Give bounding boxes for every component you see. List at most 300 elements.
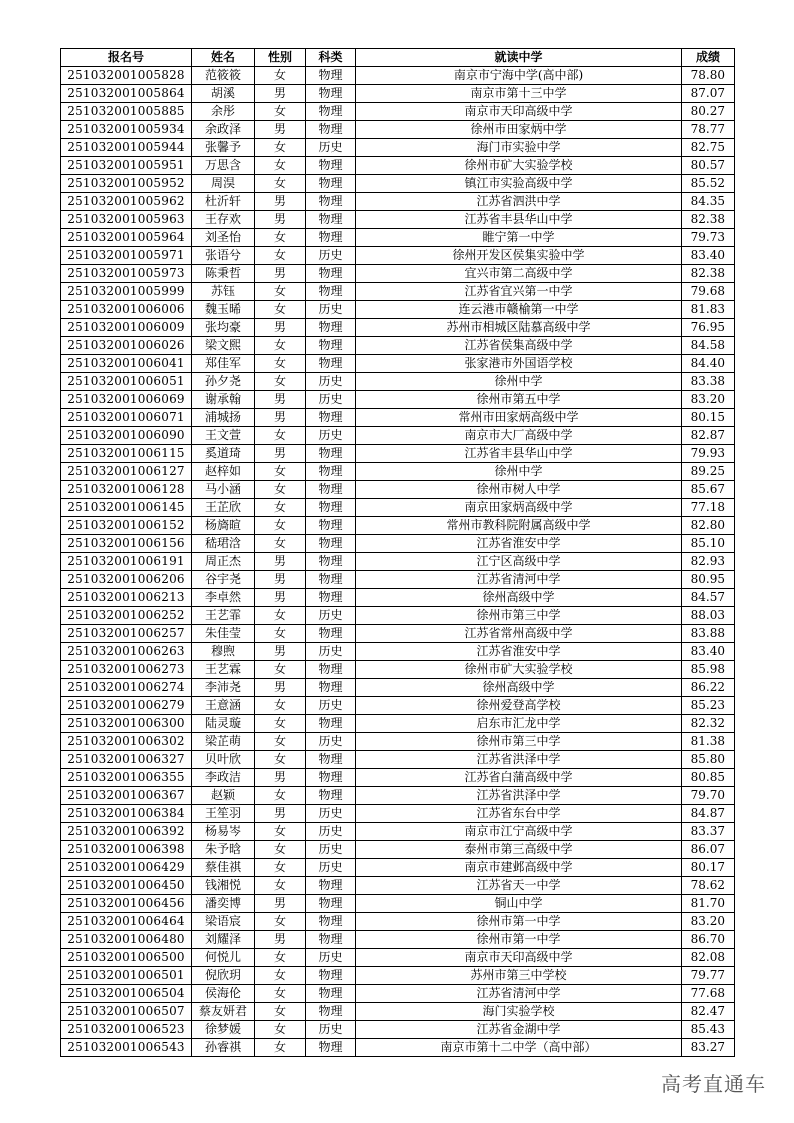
cell-subject-track: 物理 bbox=[306, 787, 356, 805]
cell-score: 85.10 bbox=[682, 535, 735, 553]
cell-student-name: 余政泽 bbox=[192, 121, 255, 139]
cell-student-name: 梁芷萌 bbox=[192, 733, 255, 751]
cell-student-name: 王艺霏 bbox=[192, 607, 255, 625]
cell-score: 82.87 bbox=[682, 427, 735, 445]
cell-score: 86.70 bbox=[682, 931, 735, 949]
cell-registration-number: 251032001006263 bbox=[61, 643, 192, 661]
table-row bbox=[61, 499, 735, 517]
cell-school: 徐州市田家炳中学 bbox=[356, 121, 682, 139]
cell-registration-number: 251032001006355 bbox=[61, 769, 192, 787]
cell-score: 84.87 bbox=[682, 805, 735, 823]
cell-gender: 男 bbox=[255, 553, 306, 571]
cell-subject-track: 物理 bbox=[306, 931, 356, 949]
cell-school: 江苏省清河中学 bbox=[356, 571, 682, 589]
cell-student-name: 万思含 bbox=[192, 157, 255, 175]
cell-subject-track: 物理 bbox=[306, 661, 356, 679]
table-row bbox=[61, 175, 735, 193]
cell-subject-track: 历史 bbox=[306, 427, 356, 445]
cell-subject-track: 历史 bbox=[306, 247, 356, 265]
cell-registration-number: 251032001006191 bbox=[61, 553, 192, 571]
cell-school: 徐州中学 bbox=[356, 373, 682, 391]
cell-score: 77.68 bbox=[682, 985, 735, 1003]
cell-student-name: 孙夕尧 bbox=[192, 373, 255, 391]
cell-student-name: 杨易岑 bbox=[192, 823, 255, 841]
cell-score: 84.40 bbox=[682, 355, 735, 373]
cell-gender: 女 bbox=[255, 985, 306, 1003]
cell-gender: 女 bbox=[255, 1039, 306, 1057]
cell-subject-track: 历史 bbox=[306, 1021, 356, 1039]
table-row bbox=[61, 913, 735, 931]
cell-registration-number: 251032001006115 bbox=[61, 445, 192, 463]
cell-registration-number: 251032001006274 bbox=[61, 679, 192, 697]
cell-student-name: 刘耀泽 bbox=[192, 931, 255, 949]
cell-registration-number: 251032001006257 bbox=[61, 625, 192, 643]
cell-gender: 女 bbox=[255, 859, 306, 877]
cell-score: 84.35 bbox=[682, 193, 735, 211]
cell-registration-number: 251032001006507 bbox=[61, 1003, 192, 1021]
cell-score: 77.18 bbox=[682, 499, 735, 517]
cell-gender: 女 bbox=[255, 373, 306, 391]
score-table bbox=[60, 48, 735, 1057]
cell-subject-track: 物理 bbox=[306, 103, 356, 121]
table-row bbox=[61, 427, 735, 445]
cell-student-name: 张语兮 bbox=[192, 247, 255, 265]
cell-subject-track: 物理 bbox=[306, 283, 356, 301]
cell-gender: 女 bbox=[255, 355, 306, 373]
cell-registration-number: 251032001006327 bbox=[61, 751, 192, 769]
cell-school: 南京市大厂高级中学 bbox=[356, 427, 682, 445]
table-row bbox=[61, 625, 735, 643]
cell-school: 徐州高级中学 bbox=[356, 589, 682, 607]
cell-student-name: 谢承翰 bbox=[192, 391, 255, 409]
cell-subject-track: 物理 bbox=[306, 193, 356, 211]
table-row bbox=[61, 589, 735, 607]
cell-school: 铜山中学 bbox=[356, 895, 682, 913]
cell-subject-track: 物理 bbox=[306, 571, 356, 589]
cell-student-name: 马小涵 bbox=[192, 481, 255, 499]
cell-subject-track: 物理 bbox=[306, 67, 356, 85]
cell-registration-number: 251032001006302 bbox=[61, 733, 192, 751]
cell-score: 79.73 bbox=[682, 229, 735, 247]
cell-registration-number: 251032001006090 bbox=[61, 427, 192, 445]
cell-subject-track: 历史 bbox=[306, 697, 356, 715]
cell-school: 苏州市相城区陆慕高级中学 bbox=[356, 319, 682, 337]
cell-registration-number: 251032001006051 bbox=[61, 373, 192, 391]
cell-score: 89.25 bbox=[682, 463, 735, 481]
cell-score: 81.83 bbox=[682, 301, 735, 319]
cell-score: 80.85 bbox=[682, 769, 735, 787]
table-row bbox=[61, 877, 735, 895]
cell-school: 江苏省淮安中学 bbox=[356, 535, 682, 553]
cell-gender: 女 bbox=[255, 841, 306, 859]
cell-score: 80.15 bbox=[682, 409, 735, 427]
cell-school: 睢宁第一中学 bbox=[356, 229, 682, 247]
cell-student-name: 苏钰 bbox=[192, 283, 255, 301]
cell-student-name: 穆煦 bbox=[192, 643, 255, 661]
cell-gender: 男 bbox=[255, 571, 306, 589]
cell-score: 87.07 bbox=[682, 85, 735, 103]
table-row bbox=[61, 535, 735, 553]
cell-school: 徐州高级中学 bbox=[356, 679, 682, 697]
table-row bbox=[61, 409, 735, 427]
cell-student-name: 魏玉晞 bbox=[192, 301, 255, 319]
cell-score: 82.38 bbox=[682, 265, 735, 283]
cell-school: 江苏省白蒲高级中学 bbox=[356, 769, 682, 787]
cell-school: 宜兴市第二高级中学 bbox=[356, 265, 682, 283]
cell-student-name: 朱佳莹 bbox=[192, 625, 255, 643]
cell-subject-track: 历史 bbox=[306, 823, 356, 841]
cell-subject-track: 物理 bbox=[306, 445, 356, 463]
cell-school: 江苏省淮安中学 bbox=[356, 643, 682, 661]
cell-registration-number: 251032001005934 bbox=[61, 121, 192, 139]
header-name: 姓名 bbox=[192, 49, 255, 67]
cell-subject-track: 物理 bbox=[306, 517, 356, 535]
cell-school: 江苏省宜兴第一中学 bbox=[356, 283, 682, 301]
cell-student-name: 赵颖 bbox=[192, 787, 255, 805]
cell-score: 80.27 bbox=[682, 103, 735, 121]
header-score: 成绩 bbox=[682, 49, 735, 67]
cell-registration-number: 251032001006450 bbox=[61, 877, 192, 895]
cell-registration-number: 251032001005964 bbox=[61, 229, 192, 247]
table-header-row bbox=[61, 49, 735, 67]
cell-registration-number: 251032001006398 bbox=[61, 841, 192, 859]
cell-registration-number: 251032001006009 bbox=[61, 319, 192, 337]
table-row bbox=[61, 931, 735, 949]
table-row bbox=[61, 661, 735, 679]
cell-subject-track: 物理 bbox=[306, 481, 356, 499]
cell-subject-track: 物理 bbox=[306, 985, 356, 1003]
cell-gender: 女 bbox=[255, 535, 306, 553]
cell-gender: 男 bbox=[255, 805, 306, 823]
table-row bbox=[61, 391, 735, 409]
cell-score: 82.47 bbox=[682, 1003, 735, 1021]
cell-registration-number: 251032001006300 bbox=[61, 715, 192, 733]
table-row bbox=[61, 679, 735, 697]
cell-registration-number: 251032001006480 bbox=[61, 931, 192, 949]
cell-school: 江苏省泗洪中学 bbox=[356, 193, 682, 211]
table-row bbox=[61, 373, 735, 391]
cell-score: 82.93 bbox=[682, 553, 735, 571]
cell-score: 83.40 bbox=[682, 247, 735, 265]
cell-gender: 女 bbox=[255, 481, 306, 499]
cell-gender: 男 bbox=[255, 679, 306, 697]
table-row bbox=[61, 607, 735, 625]
table-row bbox=[61, 553, 735, 571]
table-row bbox=[61, 1003, 735, 1021]
cell-subject-track: 物理 bbox=[306, 535, 356, 553]
cell-registration-number: 251032001006523 bbox=[61, 1021, 192, 1039]
cell-score: 80.17 bbox=[682, 859, 735, 877]
cell-school: 徐州市矿大实验学校 bbox=[356, 661, 682, 679]
cell-student-name: 钱湘悦 bbox=[192, 877, 255, 895]
cell-registration-number: 251032001006252 bbox=[61, 607, 192, 625]
cell-subject-track: 物理 bbox=[306, 499, 356, 517]
cell-student-name: 范筱筱 bbox=[192, 67, 255, 85]
cell-score: 83.20 bbox=[682, 913, 735, 931]
cell-subject-track: 历史 bbox=[306, 733, 356, 751]
cell-subject-track: 历史 bbox=[306, 643, 356, 661]
table-row bbox=[61, 139, 735, 157]
table-row bbox=[61, 859, 735, 877]
cell-subject-track: 物理 bbox=[306, 715, 356, 733]
cell-school: 江苏省丰县华山中学 bbox=[356, 445, 682, 463]
cell-registration-number: 251032001005962 bbox=[61, 193, 192, 211]
cell-student-name: 陆灵璇 bbox=[192, 715, 255, 733]
cell-student-name: 杜沂轩 bbox=[192, 193, 255, 211]
cell-registration-number: 251032001006069 bbox=[61, 391, 192, 409]
cell-score: 83.37 bbox=[682, 823, 735, 841]
cell-student-name: 孙睿祺 bbox=[192, 1039, 255, 1057]
cell-score: 84.57 bbox=[682, 589, 735, 607]
cell-school: 南京市第十三中学 bbox=[356, 85, 682, 103]
cell-registration-number: 251032001006206 bbox=[61, 571, 192, 589]
cell-school: 江苏省洪泽中学 bbox=[356, 787, 682, 805]
cell-school: 南京市江宁高级中学 bbox=[356, 823, 682, 841]
cell-school: 徐州中学 bbox=[356, 463, 682, 481]
cell-school: 江苏省常州高级中学 bbox=[356, 625, 682, 643]
table-row bbox=[61, 985, 735, 1003]
cell-student-name: 王意涵 bbox=[192, 697, 255, 715]
cell-gender: 男 bbox=[255, 769, 306, 787]
cell-score: 83.38 bbox=[682, 373, 735, 391]
cell-registration-number: 251032001006501 bbox=[61, 967, 192, 985]
cell-student-name: 梁语宸 bbox=[192, 913, 255, 931]
cell-student-name: 浦城扬 bbox=[192, 409, 255, 427]
cell-subject-track: 历史 bbox=[306, 301, 356, 319]
cell-subject-track: 物理 bbox=[306, 589, 356, 607]
cell-school: 江苏省丰县华山中学 bbox=[356, 211, 682, 229]
cell-student-name: 嵇珺浛 bbox=[192, 535, 255, 553]
cell-registration-number: 251032001006456 bbox=[61, 895, 192, 913]
cell-school: 徐州市第一中学 bbox=[356, 913, 682, 931]
cell-school: 启东市汇龙中学 bbox=[356, 715, 682, 733]
cell-school: 徐州开发区侯集实验中学 bbox=[356, 247, 682, 265]
cell-subject-track: 物理 bbox=[306, 337, 356, 355]
cell-registration-number: 251032001005864 bbox=[61, 85, 192, 103]
cell-score: 79.93 bbox=[682, 445, 735, 463]
cell-registration-number: 251032001006504 bbox=[61, 985, 192, 1003]
cell-subject-track: 物理 bbox=[306, 121, 356, 139]
cell-subject-track: 物理 bbox=[306, 409, 356, 427]
cell-score: 79.68 bbox=[682, 283, 735, 301]
cell-gender: 女 bbox=[255, 787, 306, 805]
cell-gender: 男 bbox=[255, 643, 306, 661]
cell-school: 常州市教科院附属高级中学 bbox=[356, 517, 682, 535]
header-gender: 性别 bbox=[255, 49, 306, 67]
cell-school: 苏州市第三中学校 bbox=[356, 967, 682, 985]
cell-subject-track: 历史 bbox=[306, 841, 356, 859]
cell-registration-number: 251032001006500 bbox=[61, 949, 192, 967]
cell-school: 南京市天印高级中学 bbox=[356, 103, 682, 121]
table-row bbox=[61, 823, 735, 841]
admission-score-sheet bbox=[60, 48, 735, 1057]
cell-score: 80.57 bbox=[682, 157, 735, 175]
cell-registration-number: 251032001006127 bbox=[61, 463, 192, 481]
cell-subject-track: 物理 bbox=[306, 913, 356, 931]
cell-score: 78.77 bbox=[682, 121, 735, 139]
cell-gender: 女 bbox=[255, 139, 306, 157]
cell-subject-track: 历史 bbox=[306, 859, 356, 877]
cell-subject-track: 物理 bbox=[306, 211, 356, 229]
cell-score: 85.80 bbox=[682, 751, 735, 769]
cell-subject-track: 物理 bbox=[306, 553, 356, 571]
cell-student-name: 周正杰 bbox=[192, 553, 255, 571]
cell-registration-number: 251032001006026 bbox=[61, 337, 192, 355]
cell-student-name: 蔡佳祺 bbox=[192, 859, 255, 877]
table-row bbox=[61, 895, 735, 913]
cell-subject-track: 历史 bbox=[306, 949, 356, 967]
cell-registration-number: 251032001006213 bbox=[61, 589, 192, 607]
cell-subject-track: 物理 bbox=[306, 1039, 356, 1057]
cell-gender: 女 bbox=[255, 967, 306, 985]
table-row bbox=[61, 967, 735, 985]
cell-school: 徐州市第五中学 bbox=[356, 391, 682, 409]
table-row bbox=[61, 301, 735, 319]
cell-subject-track: 物理 bbox=[306, 265, 356, 283]
table-row bbox=[61, 103, 735, 121]
cell-gender: 女 bbox=[255, 247, 306, 265]
cell-registration-number: 251032001005944 bbox=[61, 139, 192, 157]
cell-gender: 女 bbox=[255, 715, 306, 733]
cell-school: 江宁区高级中学 bbox=[356, 553, 682, 571]
cell-gender: 女 bbox=[255, 1021, 306, 1039]
cell-score: 81.70 bbox=[682, 895, 735, 913]
cell-score: 86.07 bbox=[682, 841, 735, 859]
table-row bbox=[61, 643, 735, 661]
cell-school: 徐州爱登高学校 bbox=[356, 697, 682, 715]
cell-subject-track: 物理 bbox=[306, 625, 356, 643]
cell-school: 常州市田家炳高级中学 bbox=[356, 409, 682, 427]
cell-student-name: 倪欣玥 bbox=[192, 967, 255, 985]
cell-gender: 男 bbox=[255, 895, 306, 913]
cell-student-name: 余彤 bbox=[192, 103, 255, 121]
table-row bbox=[61, 949, 735, 967]
cell-registration-number: 251032001006128 bbox=[61, 481, 192, 499]
cell-score: 82.75 bbox=[682, 139, 735, 157]
cell-student-name: 李政洁 bbox=[192, 769, 255, 787]
cell-gender: 女 bbox=[255, 337, 306, 355]
table-row bbox=[61, 265, 735, 283]
cell-student-name: 侯海伦 bbox=[192, 985, 255, 1003]
cell-score: 84.58 bbox=[682, 337, 735, 355]
cell-score: 86.22 bbox=[682, 679, 735, 697]
cell-score: 85.67 bbox=[682, 481, 735, 499]
cell-gender: 女 bbox=[255, 517, 306, 535]
cell-score: 85.43 bbox=[682, 1021, 735, 1039]
cell-subject-track: 历史 bbox=[306, 391, 356, 409]
cell-gender: 男 bbox=[255, 85, 306, 103]
cell-gender: 女 bbox=[255, 463, 306, 481]
table-row bbox=[61, 805, 735, 823]
table-body bbox=[61, 67, 735, 1057]
cell-student-name: 李沛尧 bbox=[192, 679, 255, 697]
cell-school: 南京市宁海中学(高中部) bbox=[356, 67, 682, 85]
cell-score: 76.95 bbox=[682, 319, 735, 337]
table-row bbox=[61, 733, 735, 751]
cell-school: 江苏省洪泽中学 bbox=[356, 751, 682, 769]
cell-student-name: 杨旖暄 bbox=[192, 517, 255, 535]
cell-student-name: 王笙羽 bbox=[192, 805, 255, 823]
cell-school: 徐州市第一中学 bbox=[356, 931, 682, 949]
cell-gender: 女 bbox=[255, 877, 306, 895]
cell-score: 82.38 bbox=[682, 211, 735, 229]
cell-registration-number: 251032001005828 bbox=[61, 67, 192, 85]
cell-score: 85.23 bbox=[682, 697, 735, 715]
cell-student-name: 陈秉哲 bbox=[192, 265, 255, 283]
cell-school: 海门市实验中学 bbox=[356, 139, 682, 157]
cell-registration-number: 251032001006367 bbox=[61, 787, 192, 805]
cell-gender: 女 bbox=[255, 751, 306, 769]
cell-gender: 女 bbox=[255, 103, 306, 121]
cell-school: 连云港市赣榆第一中学 bbox=[356, 301, 682, 319]
cell-subject-track: 物理 bbox=[306, 751, 356, 769]
cell-student-name: 张均豪 bbox=[192, 319, 255, 337]
cell-score: 83.88 bbox=[682, 625, 735, 643]
cell-gender: 女 bbox=[255, 733, 306, 751]
cell-gender: 女 bbox=[255, 661, 306, 679]
table-row bbox=[61, 769, 735, 787]
cell-subject-track: 历史 bbox=[306, 139, 356, 157]
cell-subject-track: 物理 bbox=[306, 355, 356, 373]
cell-registration-number: 251032001005973 bbox=[61, 265, 192, 283]
header-subject-track: 科类 bbox=[306, 49, 356, 67]
table-row bbox=[61, 1039, 735, 1057]
cell-score: 78.80 bbox=[682, 67, 735, 85]
cell-score: 79.77 bbox=[682, 967, 735, 985]
cell-school: 江苏省清河中学 bbox=[356, 985, 682, 1003]
table-row bbox=[61, 571, 735, 589]
cell-gender: 男 bbox=[255, 589, 306, 607]
cell-gender: 男 bbox=[255, 265, 306, 283]
table-row bbox=[61, 157, 735, 175]
cell-registration-number: 251032001006279 bbox=[61, 697, 192, 715]
cell-student-name: 王存欢 bbox=[192, 211, 255, 229]
cell-student-name: 何悦儿 bbox=[192, 949, 255, 967]
cell-gender: 男 bbox=[255, 193, 306, 211]
cell-score: 82.08 bbox=[682, 949, 735, 967]
cell-school: 泰州市第三高级中学 bbox=[356, 841, 682, 859]
cell-student-name: 王芷欣 bbox=[192, 499, 255, 517]
cell-school: 南京田家炳高级中学 bbox=[356, 499, 682, 517]
table-row bbox=[61, 121, 735, 139]
cell-score: 88.03 bbox=[682, 607, 735, 625]
cell-gender: 女 bbox=[255, 697, 306, 715]
cell-score: 82.32 bbox=[682, 715, 735, 733]
header-school: 就读中学 bbox=[356, 49, 682, 67]
cell-gender: 男 bbox=[255, 409, 306, 427]
cell-subject-track: 物理 bbox=[306, 967, 356, 985]
cell-school: 镇江市实验高级中学 bbox=[356, 175, 682, 193]
table-row bbox=[61, 85, 735, 103]
cell-score: 85.98 bbox=[682, 661, 735, 679]
table-row bbox=[61, 337, 735, 355]
table-row bbox=[61, 229, 735, 247]
cell-gender: 女 bbox=[255, 157, 306, 175]
cell-gender: 男 bbox=[255, 211, 306, 229]
cell-student-name: 郑佳军 bbox=[192, 355, 255, 373]
table-row bbox=[61, 517, 735, 535]
cell-school: 江苏省金湖中学 bbox=[356, 1021, 682, 1039]
cell-gender: 女 bbox=[255, 283, 306, 301]
cell-score: 83.20 bbox=[682, 391, 735, 409]
cell-score: 79.70 bbox=[682, 787, 735, 805]
cell-school: 江苏省天一中学 bbox=[356, 877, 682, 895]
cell-subject-track: 物理 bbox=[306, 85, 356, 103]
cell-registration-number: 251032001005963 bbox=[61, 211, 192, 229]
cell-student-name: 徐梦媛 bbox=[192, 1021, 255, 1039]
cell-school: 徐州市第三中学 bbox=[356, 607, 682, 625]
cell-school: 南京市第十二中学（高中部） bbox=[356, 1039, 682, 1057]
